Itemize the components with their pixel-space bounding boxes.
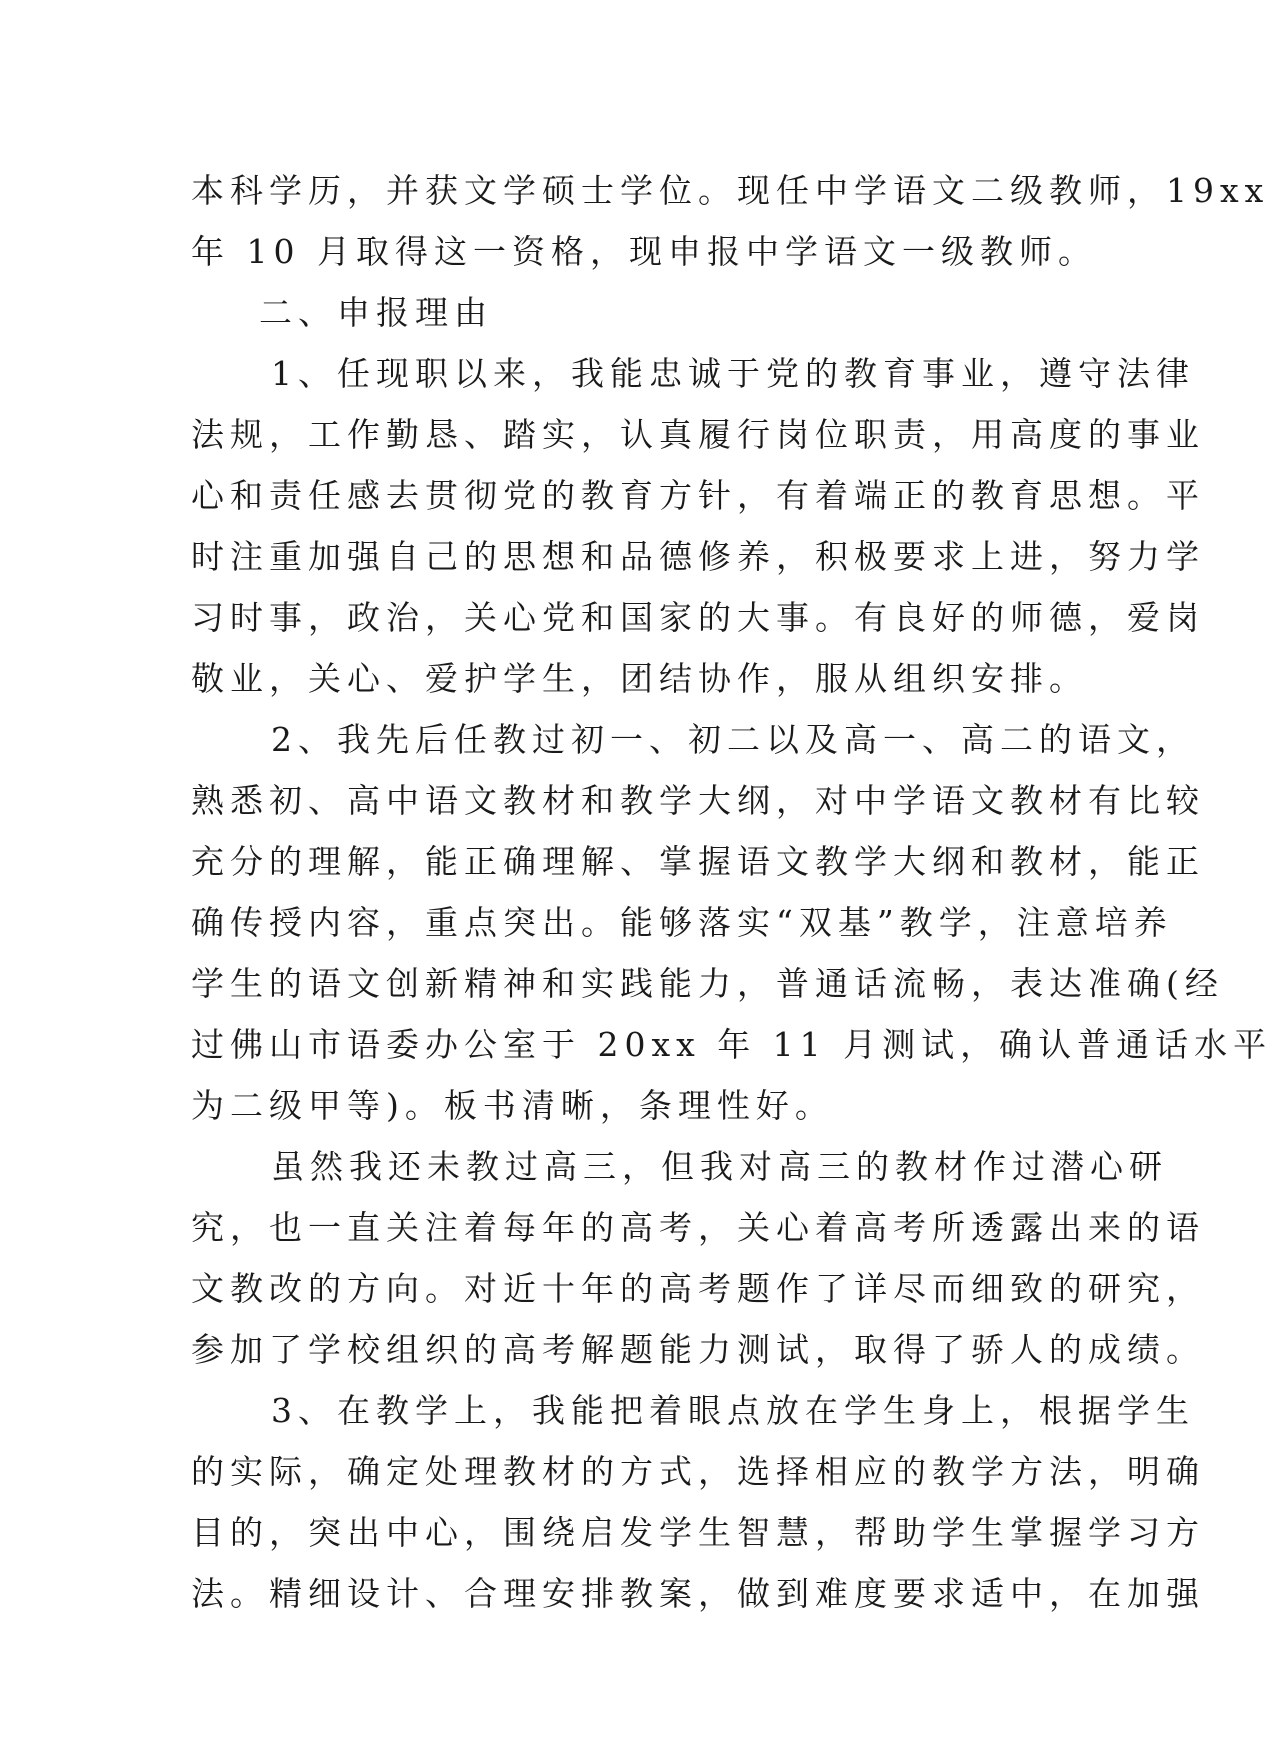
text-line: 目的，突出中心，围绕启发学生智慧，帮助学生掌握学习方 xyxy=(191,1513,1205,1552)
text-line: 过佛山市语委办公室于 20xx 年 11 月测试，确认普通话水平 xyxy=(191,1025,1272,1064)
text-line: 充分的理解，能正确理解、掌握语文教学大纲和教材，能正 xyxy=(191,842,1205,881)
text-line: 年 10 月取得这一资格，现申报中学语文一级教师。 xyxy=(191,232,1097,271)
text-line: 参加了学校组织的高考解题能力测试，取得了骄人的成绩。 xyxy=(191,1330,1205,1369)
text-line: 究，也一直关注着每年的高考，关心着高考所透露出来的语 xyxy=(191,1208,1205,1247)
text-line: 确传授内容，重点突出。能够落实“双基”教学，注意培养 xyxy=(191,903,1173,942)
text-line: 本科学历，并获文学硕士学位。现任中学语文二级教师，19xx xyxy=(191,171,1270,210)
text-line: 熟悉初、高中语文教材和教学大纲，对中学语文教材有比较 xyxy=(191,781,1205,820)
text-line: 3、在教学上，我能把着眼点放在学生身上，根据学生 xyxy=(271,1391,1195,1430)
text-line: 敬业，关心、爱护学生，团结协作，服从组织安排。 xyxy=(191,659,1088,698)
text-line: 时注重加强自己的思想和品德修养，积极要求上进，努力学 xyxy=(191,537,1205,576)
text-line: 法规，工作勤恳、踏实，认真履行岗位职责，用高度的事业 xyxy=(191,415,1205,454)
text-line: 为二级甲等)。板书清晰，条理性好。 xyxy=(191,1086,834,1125)
text-line: 1、任现职以来，我能忠诚于党的教育事业，遵守法律 xyxy=(271,354,1195,393)
text-line: 的实际，确定处理教材的方式，选择相应的教学方法，明确 xyxy=(191,1452,1205,1491)
text-line: 文教改的方向。对近十年的高考题作了详尽而细致的研究， xyxy=(191,1269,1205,1308)
text-line: 2、我先后任教过初一、初二以及高一、高二的语文， xyxy=(271,720,1195,759)
text-line: 习时事，政治，关心党和国家的大事。有良好的师德，爱岗 xyxy=(191,598,1205,637)
text-line: 学生的语文创新精神和实践能力，普通话流畅，表达准确(经 xyxy=(191,964,1224,1003)
document-body xyxy=(191,160,1272,1624)
text-line: 虽然我还未教过高三，但我对高三的教材作过潜心研 xyxy=(271,1147,1168,1186)
section-heading: 二、申报理由 xyxy=(259,293,493,332)
text-line: 法。精细设计、合理安排教案，做到难度要求适中，在加强 xyxy=(191,1574,1205,1613)
text-line: 心和责任感去贯彻党的教育方针，有着端正的教育思想。平 xyxy=(191,476,1205,515)
